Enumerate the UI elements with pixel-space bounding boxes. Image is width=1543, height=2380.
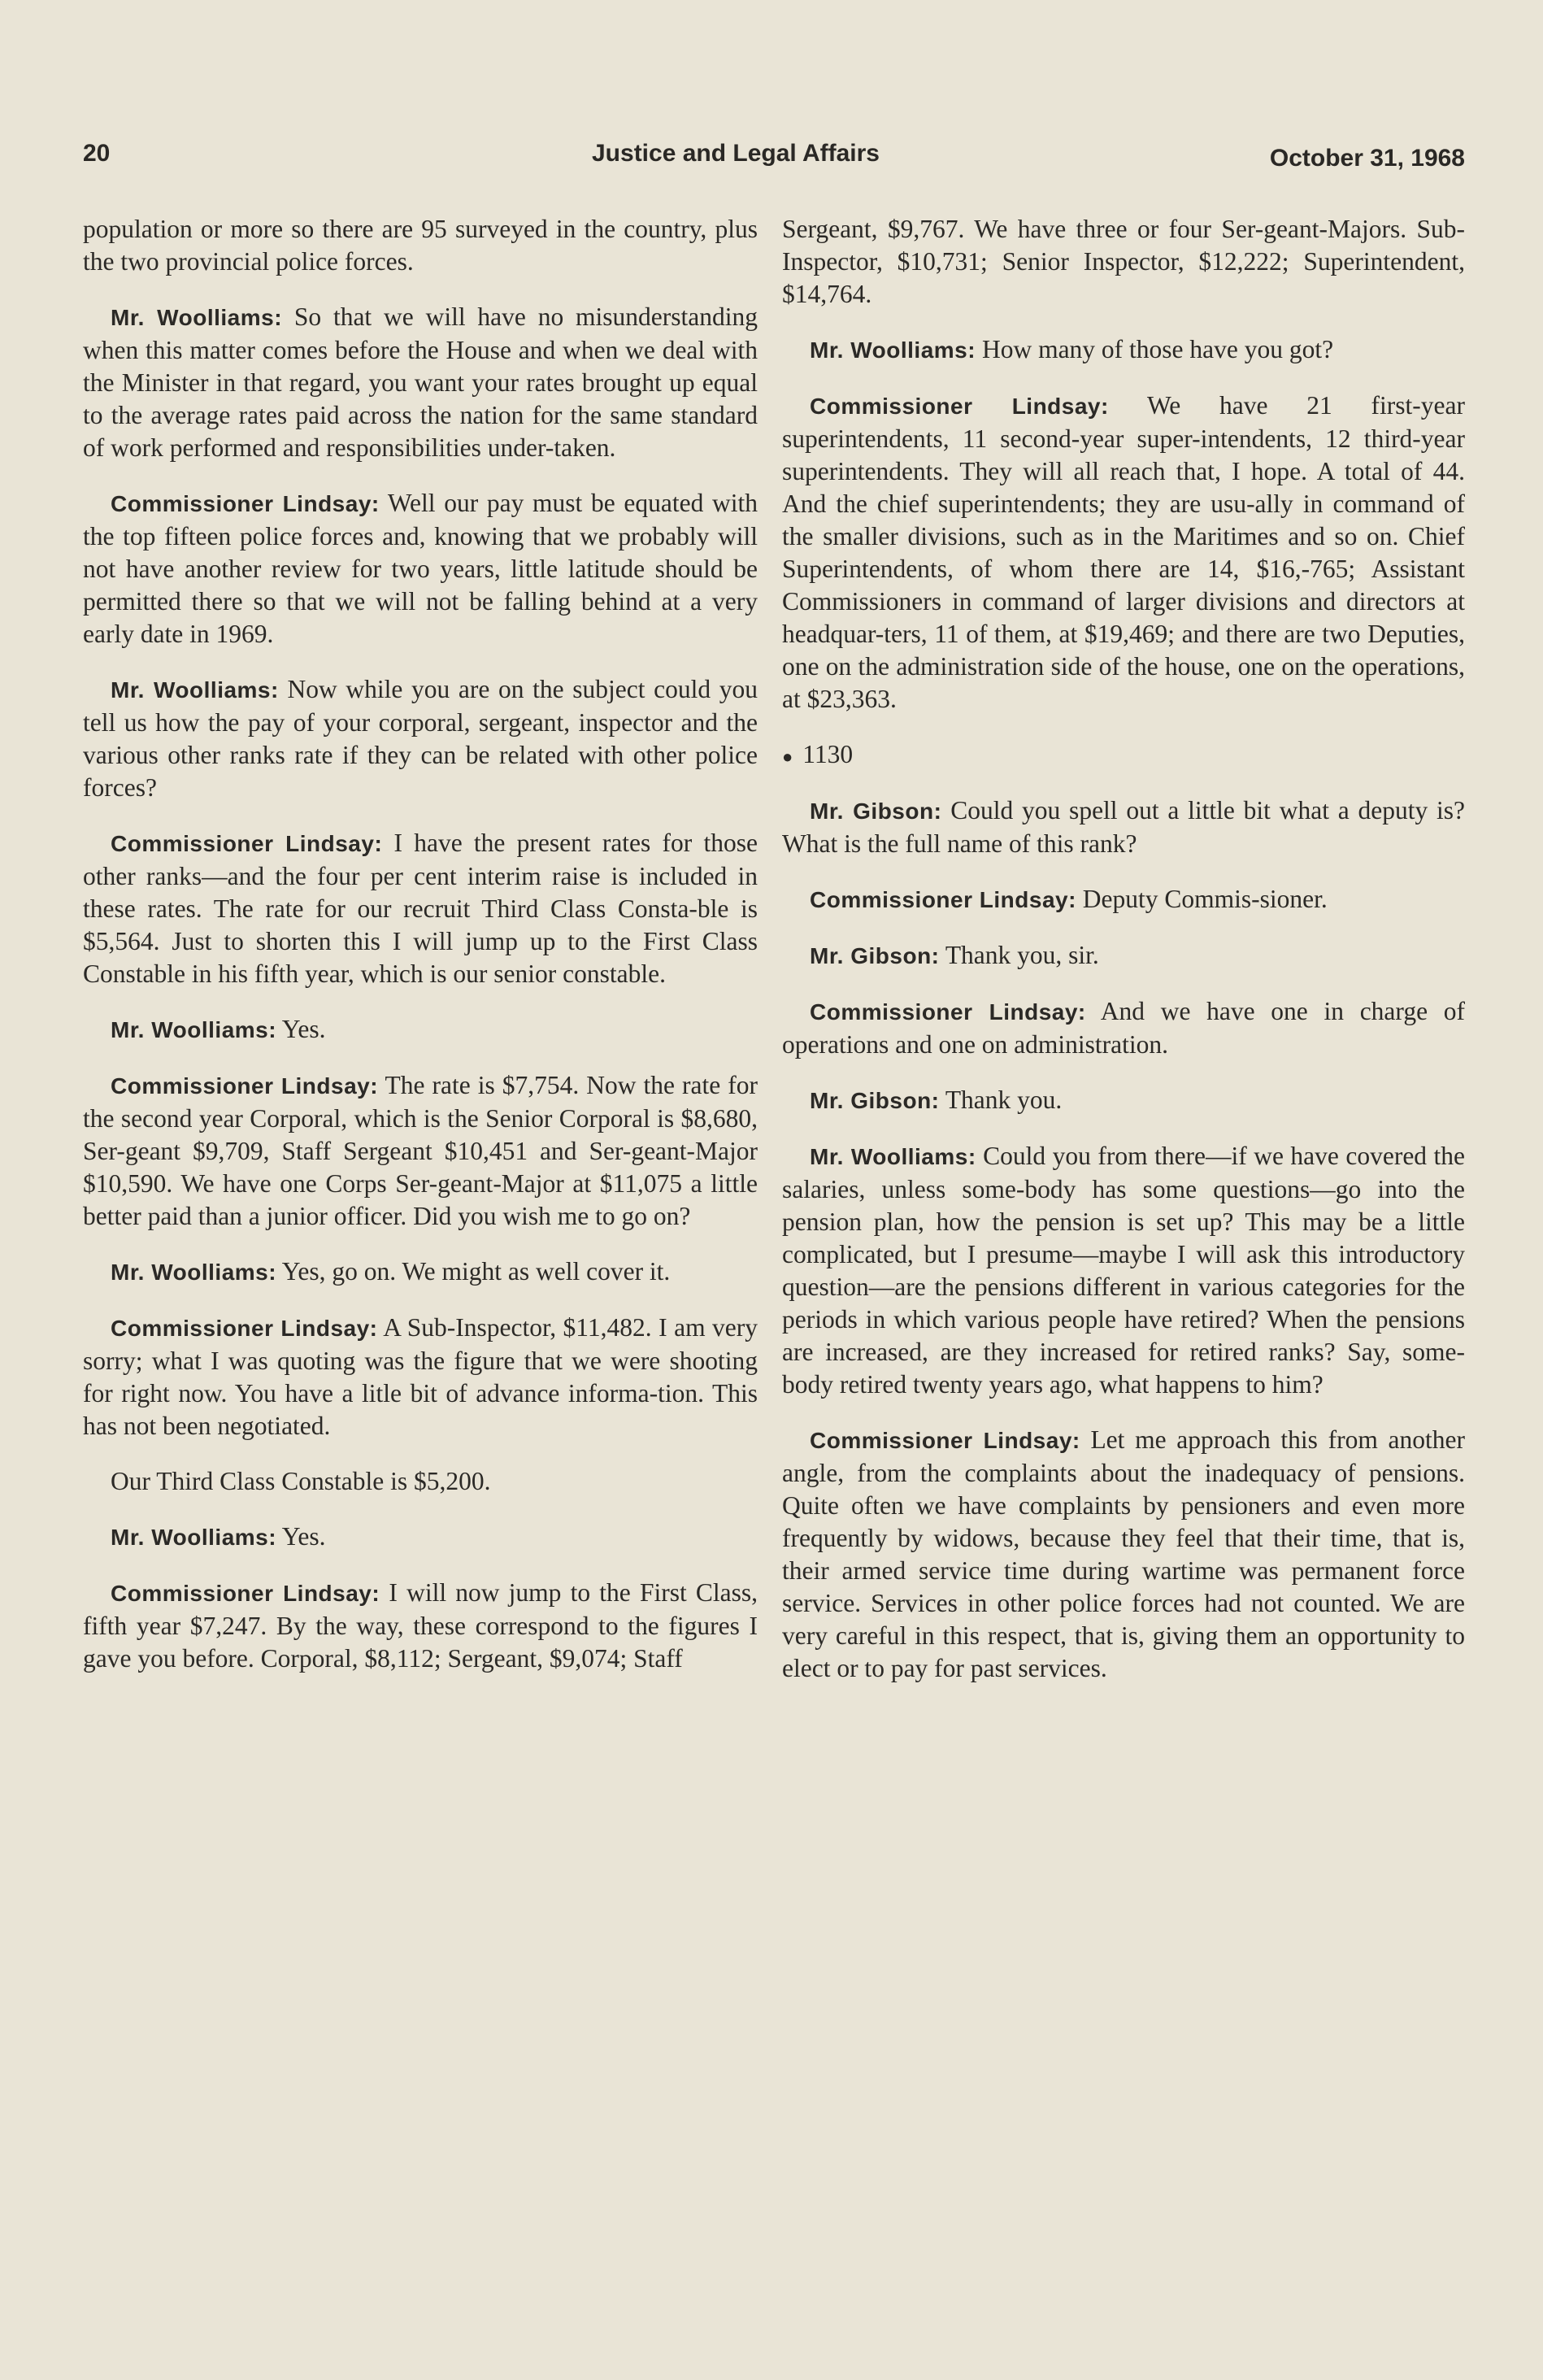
transcript-paragraph: [782, 1084, 1465, 1117]
page-number: 20: [83, 140, 111, 167]
paragraph-text: Our Third Class Constable is $5,200.: [111, 1467, 491, 1495]
paragraph-text: Yes.: [281, 1522, 326, 1551]
transcript-paragraph: [83, 673, 758, 804]
speaker-name: Mr. Woolliams:: [111, 305, 283, 330]
speaker-name: Mr. Woolliams:: [111, 1017, 277, 1042]
time-marker: [782, 738, 1465, 773]
speaker-name: Commissioner Lindsay:: [111, 1581, 380, 1606]
paragraph-text: Could you spell out a little bit what a deputy is? What is the full name of this rank?: [782, 795, 1466, 858]
paragraph-text: A Sub-Inspector, $11,482. I am very sorry; what I was quoting was the figure that we were shooting for right now. You have a litle bit of advance informa-tion. This has not been negotiated.: [83, 1313, 758, 1440]
speaker-name: Mr. Gibson:: [810, 1087, 940, 1113]
transcript-paragraph: [782, 1140, 1465, 1401]
speaker-name: Mr. Gibson:: [810, 942, 940, 968]
transcript-paragraph: [83, 301, 758, 464]
speaker-name: Mr. Gibson:: [810, 798, 942, 824]
transcript-paragraph: [83, 1465, 758, 1498]
paragraph-text: Yes, go on. We might as well cover it.: [281, 1257, 671, 1286]
transcript-paragraph: [83, 827, 758, 990]
transcript-paragraph: [83, 1521, 758, 1554]
speaker-name: Commissioner Lindsay:: [810, 886, 1076, 912]
paragraph-text: We have 21 first-year superintendents, 11 second-year super-intendents, 12 third-year superintendents. They will all reach that, I hope. A total of 44. And the chief superintendents; they are usu-ally in command of the smaller divisions, such as in the Maritimes and so on. Chief Superintendents, of whom there are 14, $16,-765; Assistant Commissioners in command of larger divisions and directors at headquar-ters, 11 of them, at $19,469; and there are two Deputies, one on the administration side of the house, one on the operations, at $23,363.: [782, 391, 1465, 713]
paragraph-text: Could you from there—if we have covered the salaries, unless some-body has some questions—go into the pension plan, how the pension is set up? This may be a little complicated, but I presume—maybe I will ask this introductory question—are the pensions different in various categories for the periods in which various people have retired? When the pensions are increased, are they increased for retired ranks? Say, some-body retired twenty years ago, what happens to him?: [782, 1141, 1466, 1399]
speaker-name: Commissioner Lindsay:: [111, 1316, 378, 1341]
transcript-paragraph: [83, 1255, 758, 1289]
right-column: [782, 213, 1465, 1708]
transcript-paragraph: [83, 1312, 758, 1442]
transcript-paragraph: [782, 389, 1465, 716]
paragraph-text: I will now jump to the First Class, fifth year $7,247. By the way, these correspond to the figures I gave you before. Corporal, $8,112; Sergeant, $9,074; Staff: [83, 1578, 758, 1673]
speaker-name: Mr. Woolliams:: [810, 1143, 976, 1169]
paragraph-text: Well our pay must be equated with the top fifteen police forces and, knowing that we probably will not have another review for two years, little latitude should be permitted there so that we will not be falling behind at a very early date in 1969.: [83, 489, 758, 648]
paragraph-text: Let me approach this from another angle, from the complaints about the inadequacy of pensions. Quite often we have complaints by pensioners and even more frequently by widows, because they feel that their time, that is, their armed service time during wartime was permanent force service. Services in other police forces had not counted. We are very careful in this respect, that is, giving them an opportunity to elect or to pay for past services.: [782, 1425, 1466, 1682]
paragraph-text: Sergeant, $9,767. We have three or four Ser-geant-Majors. Sub-Inspector, $10,731; Senior Inspector, $12,222; Superintendent, $14,764.: [782, 215, 1465, 308]
speaker-name: Mr. Woolliams:: [111, 677, 279, 703]
speaker-name: Mr. Woolliams:: [810, 337, 976, 363]
transcript-paragraph: [83, 1013, 758, 1046]
transcript-paragraph: [782, 213, 1465, 311]
transcript-paragraph: [782, 939, 1465, 972]
speaker-name: Commissioner Lindsay:: [810, 394, 1109, 419]
paragraph-text: And we have one in charge of operations and one on administration.: [782, 996, 1466, 1059]
paragraph-text: 1130: [802, 740, 854, 768]
speaker-name: Commissioner Lindsay:: [810, 1427, 1080, 1453]
page-header: [83, 140, 1465, 181]
header-date: October 31, 1968: [1269, 145, 1465, 172]
paragraph-text: Thank you.: [945, 1085, 1063, 1114]
paragraph-text: Thank you, sir.: [945, 940, 1099, 969]
paragraph-text: How many of those have you got?: [981, 335, 1334, 363]
speaker-name: Commissioner Lindsay:: [810, 999, 1086, 1025]
paragraph-text: Deputy Commis-sioner.: [1082, 884, 1328, 913]
transcript-paragraph: [782, 883, 1465, 916]
bullet-icon: ●: [782, 746, 793, 767]
speaker-name: Mr. Woolliams:: [111, 1525, 277, 1550]
paragraph-text: population or more so there are 95 surveyed in the country, plus the two provincial police forces.: [83, 215, 758, 276]
transcript-paragraph: [782, 333, 1465, 367]
paragraph-text: Now while you are on the subject could you tell us how the pay of your corporal, sergeant, inspector and the various other ranks rate if they can be related with other police forces?: [83, 675, 758, 802]
transcript-paragraph: [83, 1577, 758, 1675]
left-column: [83, 213, 758, 1698]
speaker-name: Commissioner Lindsay:: [111, 831, 383, 856]
transcript-paragraph: [83, 487, 758, 650]
running-title: Justice and Legal Affairs: [592, 140, 880, 167]
paragraph-text: I have the present rates for those other ranks—and the four per cent interim raise is included in these rates. The rate for our recruit Third Class Consta-ble is $5,564. Just to shorten this I will jump up to the First Class Constable in his fifth year, which is our senior constable.: [83, 829, 758, 988]
speaker-name: Commissioner Lindsay:: [111, 1073, 379, 1099]
paragraph-text: So that we will have no misunderstanding when this matter comes before the House and when we deal with the Minister in that regard, you want your rates brought up equal to the average rates paid across the nation for the same standard of work performed and responsibilities under-taken.: [83, 302, 758, 462]
transcript-paragraph: [782, 794, 1465, 860]
transcript-paragraph: [83, 1069, 758, 1233]
transcript-paragraph: [83, 213, 758, 278]
speaker-name: Commissioner Lindsay:: [111, 491, 380, 516]
speaker-name: Mr. Woolliams:: [111, 1260, 277, 1285]
paragraph-text: The rate is $7,754. Now the rate for the second year Corporal, which is the Senior Corporal is $8,680, Ser-geant $9,709, Staff Sergeant $10,451 and Ser-geant-Major $10,590. We have one Corps Ser-geant-Major at $11,075 a little better paid than a junior officer. Did you wish me to go on?: [83, 1071, 758, 1230]
paragraph-text: Yes.: [281, 1015, 326, 1043]
transcript-paragraph: [782, 1424, 1465, 1685]
transcript-paragraph: [782, 995, 1465, 1061]
